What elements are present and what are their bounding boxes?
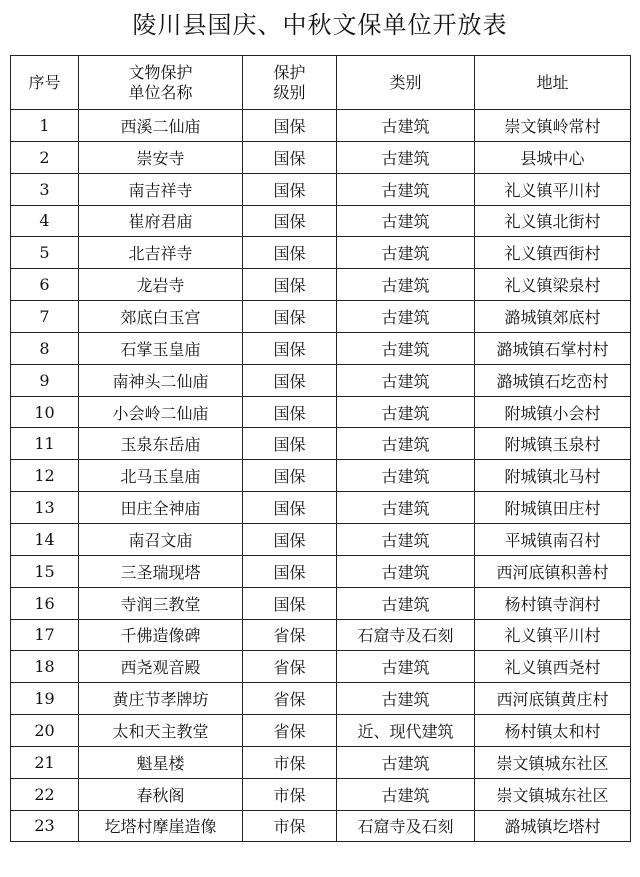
cell-name: 圪塔村摩崖造像 bbox=[79, 810, 243, 842]
cell-seq: 11 bbox=[11, 428, 79, 460]
cell-level: 省保 bbox=[243, 619, 337, 651]
table-row bbox=[11, 396, 631, 428]
cell-seq: 6 bbox=[11, 269, 79, 301]
header-seq: 序号 bbox=[11, 56, 79, 110]
header-level bbox=[243, 56, 337, 110]
cell-address: 礼义镇西尧村 bbox=[475, 651, 631, 683]
cell-seq: 13 bbox=[11, 492, 79, 524]
cell-address: 潞城镇石掌村村 bbox=[475, 332, 631, 364]
cell-category: 古建筑 bbox=[337, 110, 475, 142]
cell-category: 近、现代建筑 bbox=[337, 715, 475, 747]
cell-level: 国保 bbox=[243, 173, 337, 205]
cell-address: 杨村镇寺润村 bbox=[475, 587, 631, 619]
table-row bbox=[11, 110, 631, 142]
cell-category: 古建筑 bbox=[337, 269, 475, 301]
cell-level: 国保 bbox=[243, 110, 337, 142]
table-row bbox=[11, 715, 631, 747]
cell-name: 南召文庙 bbox=[79, 523, 243, 555]
cell-name: 西尧观音殿 bbox=[79, 651, 243, 683]
table-row bbox=[11, 141, 631, 173]
cell-level: 国保 bbox=[243, 269, 337, 301]
table-body bbox=[11, 110, 631, 842]
cell-address: 附城镇北马村 bbox=[475, 460, 631, 492]
cell-address: 附城镇小会村 bbox=[475, 396, 631, 428]
cell-address: 礼义镇西街村 bbox=[475, 237, 631, 269]
cell-category: 古建筑 bbox=[337, 332, 475, 364]
cell-level: 国保 bbox=[243, 523, 337, 555]
cell-name: 小会岭二仙庙 bbox=[79, 396, 243, 428]
cell-seq: 8 bbox=[11, 332, 79, 364]
cell-name: 三圣瑞现塔 bbox=[79, 555, 243, 587]
cell-seq: 21 bbox=[11, 746, 79, 778]
cell-name: 太和天主教堂 bbox=[79, 715, 243, 747]
table-row bbox=[11, 301, 631, 333]
table-row bbox=[11, 460, 631, 492]
cell-category: 古建筑 bbox=[337, 141, 475, 173]
table-row bbox=[11, 587, 631, 619]
cell-address: 西河底镇积善村 bbox=[475, 555, 631, 587]
cell-seq: 1 bbox=[11, 110, 79, 142]
cell-category: 古建筑 bbox=[337, 587, 475, 619]
cell-seq: 15 bbox=[11, 555, 79, 587]
page-title: 陵川县国庆、中秋文保单位开放表 bbox=[132, 11, 508, 39]
cell-name: 南神头二仙庙 bbox=[79, 364, 243, 396]
cell-level: 市保 bbox=[243, 810, 337, 842]
table-row bbox=[11, 205, 631, 237]
cell-name: 魁星楼 bbox=[79, 746, 243, 778]
cell-seq: 22 bbox=[11, 778, 79, 810]
table-row bbox=[11, 428, 631, 460]
cell-address: 礼义镇平川村 bbox=[475, 173, 631, 205]
header-level-line2: 级别 bbox=[273, 82, 306, 102]
cell-category: 古建筑 bbox=[337, 237, 475, 269]
cell-address: 县城中心 bbox=[475, 141, 631, 173]
header-category: 类别 bbox=[337, 56, 475, 110]
cell-category: 古建筑 bbox=[337, 492, 475, 524]
cell-category: 古建筑 bbox=[337, 651, 475, 683]
cell-name: 田庄全神庙 bbox=[79, 492, 243, 524]
cell-level: 国保 bbox=[243, 428, 337, 460]
cell-category: 石窟寺及石刻 bbox=[337, 619, 475, 651]
table-row bbox=[11, 492, 631, 524]
cell-level: 国保 bbox=[243, 364, 337, 396]
cell-seq: 16 bbox=[11, 587, 79, 619]
cell-category: 古建筑 bbox=[337, 778, 475, 810]
cell-category: 古建筑 bbox=[337, 173, 475, 205]
table-row bbox=[11, 173, 631, 205]
header-name-line1: 文物保护 bbox=[128, 62, 193, 82]
table-row bbox=[11, 364, 631, 396]
cell-name: 南吉祥寺 bbox=[79, 173, 243, 205]
cell-seq: 14 bbox=[11, 523, 79, 555]
cell-name: 黄庄节孝牌坊 bbox=[79, 683, 243, 715]
cell-address: 潞城镇圪塔村 bbox=[475, 810, 631, 842]
cell-level: 国保 bbox=[243, 332, 337, 364]
table-row bbox=[11, 778, 631, 810]
table-row bbox=[11, 555, 631, 587]
cell-category: 古建筑 bbox=[337, 301, 475, 333]
cell-level: 国保 bbox=[243, 396, 337, 428]
cell-seq: 19 bbox=[11, 683, 79, 715]
cell-address: 附城镇田庄村 bbox=[475, 492, 631, 524]
cell-category: 古建筑 bbox=[337, 555, 475, 587]
cell-category: 古建筑 bbox=[337, 460, 475, 492]
cell-address: 崇文镇城东社区 bbox=[475, 778, 631, 810]
cell-address: 潞城镇郊底村 bbox=[475, 301, 631, 333]
cell-level: 国保 bbox=[243, 492, 337, 524]
header-name bbox=[79, 56, 243, 110]
cell-seq: 20 bbox=[11, 715, 79, 747]
cell-level: 国保 bbox=[243, 460, 337, 492]
cell-level: 市保 bbox=[243, 778, 337, 810]
cell-category: 石窟寺及石刻 bbox=[337, 810, 475, 842]
cell-seq: 4 bbox=[11, 205, 79, 237]
cell-address: 礼义镇平川村 bbox=[475, 619, 631, 651]
cell-address: 崇文镇城东社区 bbox=[475, 746, 631, 778]
header-level-line1: 保护 bbox=[273, 62, 306, 82]
table-row bbox=[11, 651, 631, 683]
cell-address: 潞城镇石圪峦村 bbox=[475, 364, 631, 396]
cell-name: 千佛造像碑 bbox=[79, 619, 243, 651]
cell-name: 寺润三教堂 bbox=[79, 587, 243, 619]
cell-name: 北吉祥寺 bbox=[79, 237, 243, 269]
cell-seq: 5 bbox=[11, 237, 79, 269]
cell-seq: 2 bbox=[11, 141, 79, 173]
cell-address: 西河底镇黄庄村 bbox=[475, 683, 631, 715]
heritage-table bbox=[10, 55, 631, 842]
cell-name: 玉泉东岳庙 bbox=[79, 428, 243, 460]
cell-name: 龙岩寺 bbox=[79, 269, 243, 301]
cell-address: 礼义镇梁泉村 bbox=[475, 269, 631, 301]
cell-seq: 18 bbox=[11, 651, 79, 683]
cell-category: 古建筑 bbox=[337, 523, 475, 555]
cell-name: 石掌玉皇庙 bbox=[79, 332, 243, 364]
cell-name: 北马玉皇庙 bbox=[79, 460, 243, 492]
cell-level: 市保 bbox=[243, 746, 337, 778]
table-row bbox=[11, 523, 631, 555]
table-row bbox=[11, 810, 631, 842]
cell-name: 崇安寺 bbox=[79, 141, 243, 173]
cell-level: 国保 bbox=[243, 205, 337, 237]
cell-category: 古建筑 bbox=[337, 683, 475, 715]
cell-seq: 9 bbox=[11, 364, 79, 396]
cell-level: 省保 bbox=[243, 715, 337, 747]
cell-category: 古建筑 bbox=[337, 396, 475, 428]
cell-name: 崔府君庙 bbox=[79, 205, 243, 237]
cell-category: 古建筑 bbox=[337, 428, 475, 460]
cell-level: 省保 bbox=[243, 683, 337, 715]
header-name-line2: 单位名称 bbox=[128, 82, 193, 102]
table-row bbox=[11, 683, 631, 715]
cell-name: 春秋阁 bbox=[79, 778, 243, 810]
cell-name: 郊底白玉宫 bbox=[79, 301, 243, 333]
table-row bbox=[11, 619, 631, 651]
cell-seq: 10 bbox=[11, 396, 79, 428]
cell-seq: 12 bbox=[11, 460, 79, 492]
cell-category: 古建筑 bbox=[337, 364, 475, 396]
table-row bbox=[11, 269, 631, 301]
cell-address: 崇文镇岭常村 bbox=[475, 110, 631, 142]
table-row bbox=[11, 746, 631, 778]
cell-seq: 3 bbox=[11, 173, 79, 205]
cell-address: 平城镇南召村 bbox=[475, 523, 631, 555]
cell-level: 国保 bbox=[243, 237, 337, 269]
cell-level: 国保 bbox=[243, 141, 337, 173]
cell-level: 国保 bbox=[243, 555, 337, 587]
cell-address: 杨村镇太和村 bbox=[475, 715, 631, 747]
cell-seq: 17 bbox=[11, 619, 79, 651]
cell-level: 省保 bbox=[243, 651, 337, 683]
table-header-row bbox=[11, 56, 631, 110]
header-address: 地址 bbox=[475, 56, 631, 110]
cell-category: 古建筑 bbox=[337, 746, 475, 778]
cell-level: 国保 bbox=[243, 587, 337, 619]
cell-seq: 7 bbox=[11, 301, 79, 333]
cell-name: 西溪二仙庙 bbox=[79, 110, 243, 142]
table-row bbox=[11, 237, 631, 269]
table-row bbox=[11, 332, 631, 364]
cell-level: 国保 bbox=[243, 301, 337, 333]
cell-address: 礼义镇北街村 bbox=[475, 205, 631, 237]
cell-address: 附城镇玉泉村 bbox=[475, 428, 631, 460]
cell-category: 古建筑 bbox=[337, 205, 475, 237]
cell-seq: 23 bbox=[11, 810, 79, 842]
